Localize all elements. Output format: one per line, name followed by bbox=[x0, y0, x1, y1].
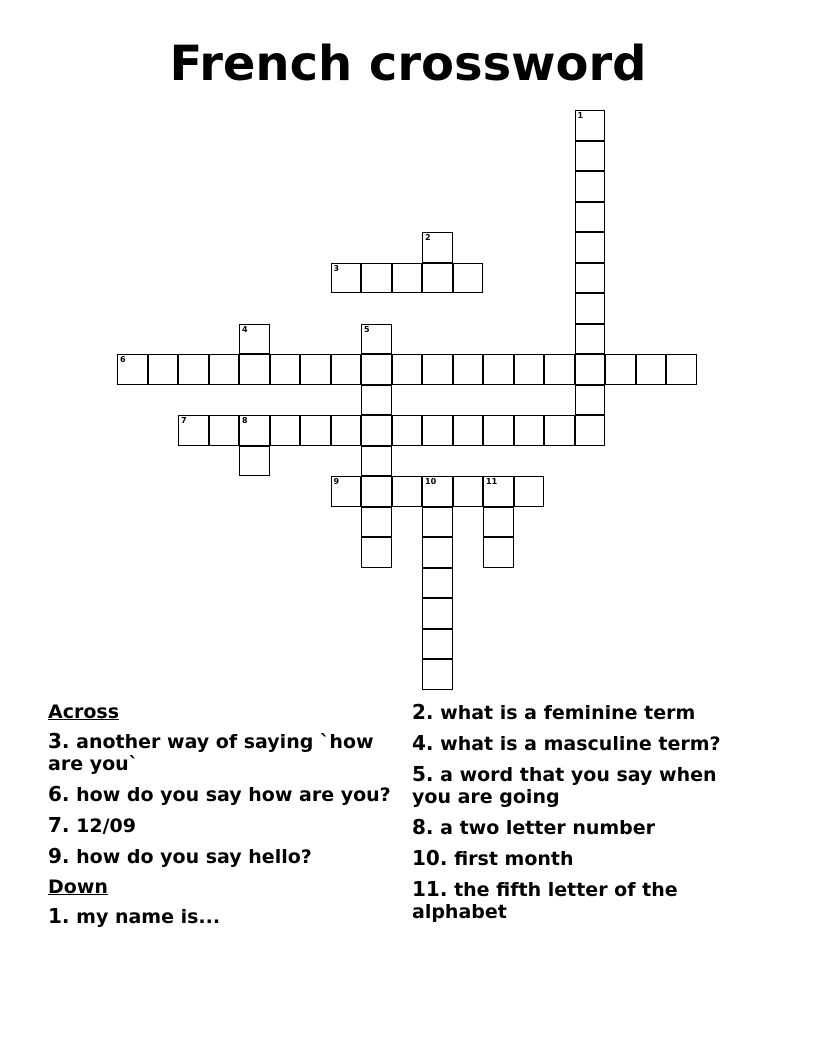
cell-number: 4 bbox=[242, 324, 248, 334]
grid-cell[interactable] bbox=[666, 354, 697, 385]
clue-down-5 bbox=[412, 763, 762, 808]
grid-cell[interactable] bbox=[575, 232, 606, 263]
grid-cell[interactable] bbox=[453, 476, 484, 507]
grid-cell[interactable] bbox=[453, 263, 484, 294]
grid-cell[interactable] bbox=[544, 354, 575, 385]
grid-cell[interactable] bbox=[575, 110, 606, 141]
grid-cell[interactable] bbox=[422, 659, 453, 690]
page-title: French crossword bbox=[169, 36, 647, 92]
grid-cell[interactable] bbox=[422, 537, 453, 568]
grid-cell[interactable] bbox=[239, 324, 270, 355]
grid-cell[interactable] bbox=[483, 354, 514, 385]
grid-cell[interactable] bbox=[575, 385, 606, 416]
grid-cell[interactable] bbox=[453, 354, 484, 385]
grid-cell[interactable] bbox=[361, 446, 392, 477]
clue-down-11 bbox=[412, 878, 762, 923]
grid-cell[interactable] bbox=[361, 263, 392, 294]
grid-cell[interactable] bbox=[422, 568, 453, 599]
grid-cell[interactable] bbox=[422, 507, 453, 538]
clue-number: 9. bbox=[48, 844, 70, 868]
clue-text: my name is... bbox=[76, 906, 221, 928]
grid-cell[interactable] bbox=[483, 476, 514, 507]
grid-cell[interactable] bbox=[361, 476, 392, 507]
clue-text: what is a feminine term bbox=[440, 702, 696, 724]
clue-text: a word that you say when you are going bbox=[412, 764, 717, 808]
grid-cell[interactable] bbox=[483, 415, 514, 446]
grid-cell[interactable] bbox=[392, 354, 423, 385]
cell-number: 10 bbox=[425, 477, 437, 486]
grid-cell[interactable] bbox=[331, 476, 362, 507]
clue-number: 4. bbox=[412, 731, 434, 755]
clue-number: 2. bbox=[412, 700, 434, 724]
clue-text: 12/09 bbox=[76, 815, 136, 837]
clue-across-3 bbox=[48, 730, 393, 775]
clue-number: 10. bbox=[412, 846, 448, 870]
grid-cell[interactable] bbox=[331, 354, 362, 385]
clue-down-2 bbox=[412, 701, 762, 724]
grid-cell[interactable] bbox=[575, 324, 606, 355]
clue-text: the fifth letter of the alphabet bbox=[412, 879, 678, 923]
grid-cell[interactable] bbox=[361, 354, 392, 385]
clue-down-8 bbox=[412, 816, 762, 839]
clue-across-6 bbox=[48, 783, 393, 806]
clue-number: 5. bbox=[412, 762, 434, 786]
grid-cell[interactable] bbox=[453, 415, 484, 446]
grid-cell[interactable] bbox=[392, 415, 423, 446]
grid-cell[interactable] bbox=[483, 537, 514, 568]
grid-cell[interactable] bbox=[422, 263, 453, 294]
clue-down-4 bbox=[412, 732, 762, 755]
grid-cell[interactable] bbox=[392, 476, 423, 507]
grid-cell[interactable] bbox=[544, 415, 575, 446]
grid-cell[interactable] bbox=[209, 354, 240, 385]
grid-cell[interactable] bbox=[422, 629, 453, 660]
grid-cell[interactable] bbox=[422, 415, 453, 446]
cell-number: 7 bbox=[181, 416, 187, 425]
grid-cell[interactable] bbox=[178, 415, 209, 446]
clue-across-7 bbox=[48, 814, 393, 837]
clues-right-column bbox=[412, 700, 762, 931]
grid-cell[interactable] bbox=[422, 232, 453, 263]
grid-cell[interactable] bbox=[361, 385, 392, 416]
grid-cell[interactable] bbox=[575, 415, 606, 446]
clue-number: 11. bbox=[412, 877, 448, 901]
grid-cell[interactable] bbox=[331, 263, 362, 294]
clue-text: another way of saying `how are you` bbox=[48, 731, 374, 775]
clue-text: what is a masculine term? bbox=[440, 733, 721, 755]
grid-cell[interactable] bbox=[300, 354, 331, 385]
cell-number: 2 bbox=[425, 233, 431, 242]
clue-number: 3. bbox=[48, 729, 70, 753]
grid-cell[interactable] bbox=[575, 293, 606, 324]
clue-number: 8. bbox=[412, 815, 434, 839]
grid-cell[interactable] bbox=[270, 415, 301, 446]
grid-cell[interactable] bbox=[575, 202, 606, 233]
grid-cell[interactable] bbox=[514, 354, 545, 385]
grid-cell[interactable] bbox=[575, 354, 606, 385]
grid-cell[interactable] bbox=[636, 354, 667, 385]
across-heading: Across bbox=[48, 701, 120, 723]
clue-number: 7. bbox=[48, 813, 70, 837]
clues-left-column bbox=[48, 700, 393, 936]
cell-number: 11 bbox=[486, 477, 498, 486]
grid-cell[interactable] bbox=[270, 354, 301, 385]
clue-number: 6. bbox=[48, 782, 70, 806]
grid-cell[interactable] bbox=[514, 476, 545, 507]
cell-number: 5 bbox=[364, 324, 370, 334]
grid-cell[interactable] bbox=[239, 415, 270, 446]
grid-cell[interactable] bbox=[514, 415, 545, 446]
grid-cell[interactable] bbox=[178, 354, 209, 385]
grid-cell[interactable] bbox=[361, 324, 392, 355]
grid-cell[interactable] bbox=[605, 354, 636, 385]
grid-cell[interactable] bbox=[239, 354, 270, 385]
clue-number: 1. bbox=[48, 904, 70, 928]
grid-cell[interactable] bbox=[361, 537, 392, 568]
grid-cell[interactable] bbox=[361, 415, 392, 446]
cell-number: 9 bbox=[333, 477, 340, 486]
clue-text: how do you say hello? bbox=[76, 846, 312, 868]
grid-cell[interactable] bbox=[300, 415, 331, 446]
clue-text: first month bbox=[454, 848, 574, 870]
grid-cell[interactable] bbox=[422, 476, 453, 507]
grid-cell[interactable] bbox=[239, 446, 270, 477]
clue-text: a two letter number bbox=[440, 817, 656, 839]
grid-cell[interactable] bbox=[331, 415, 362, 446]
grid-cell[interactable] bbox=[422, 598, 453, 629]
clue-down-1 bbox=[48, 905, 393, 928]
clue-across-9 bbox=[48, 845, 393, 868]
grid-cell[interactable] bbox=[209, 415, 240, 446]
grid-cell[interactable] bbox=[117, 354, 148, 385]
cell-number: 8 bbox=[242, 416, 248, 425]
cell-number: 1 bbox=[577, 111, 584, 120]
grid-cell[interactable] bbox=[392, 263, 423, 294]
grid-cell[interactable] bbox=[575, 171, 606, 202]
cell-number: 6 bbox=[120, 355, 126, 364]
cell-number: 3 bbox=[333, 263, 340, 273]
grid-cell[interactable] bbox=[422, 354, 453, 385]
grid-cell[interactable] bbox=[575, 263, 606, 294]
grid-cell[interactable] bbox=[148, 354, 179, 385]
clue-down-10 bbox=[412, 847, 762, 870]
grid-cell[interactable] bbox=[575, 141, 606, 172]
down-heading: Down bbox=[48, 876, 108, 898]
grid-cell[interactable] bbox=[483, 507, 514, 538]
clue-text: how do you say how are you? bbox=[76, 784, 391, 806]
grid-cell[interactable] bbox=[361, 507, 392, 538]
